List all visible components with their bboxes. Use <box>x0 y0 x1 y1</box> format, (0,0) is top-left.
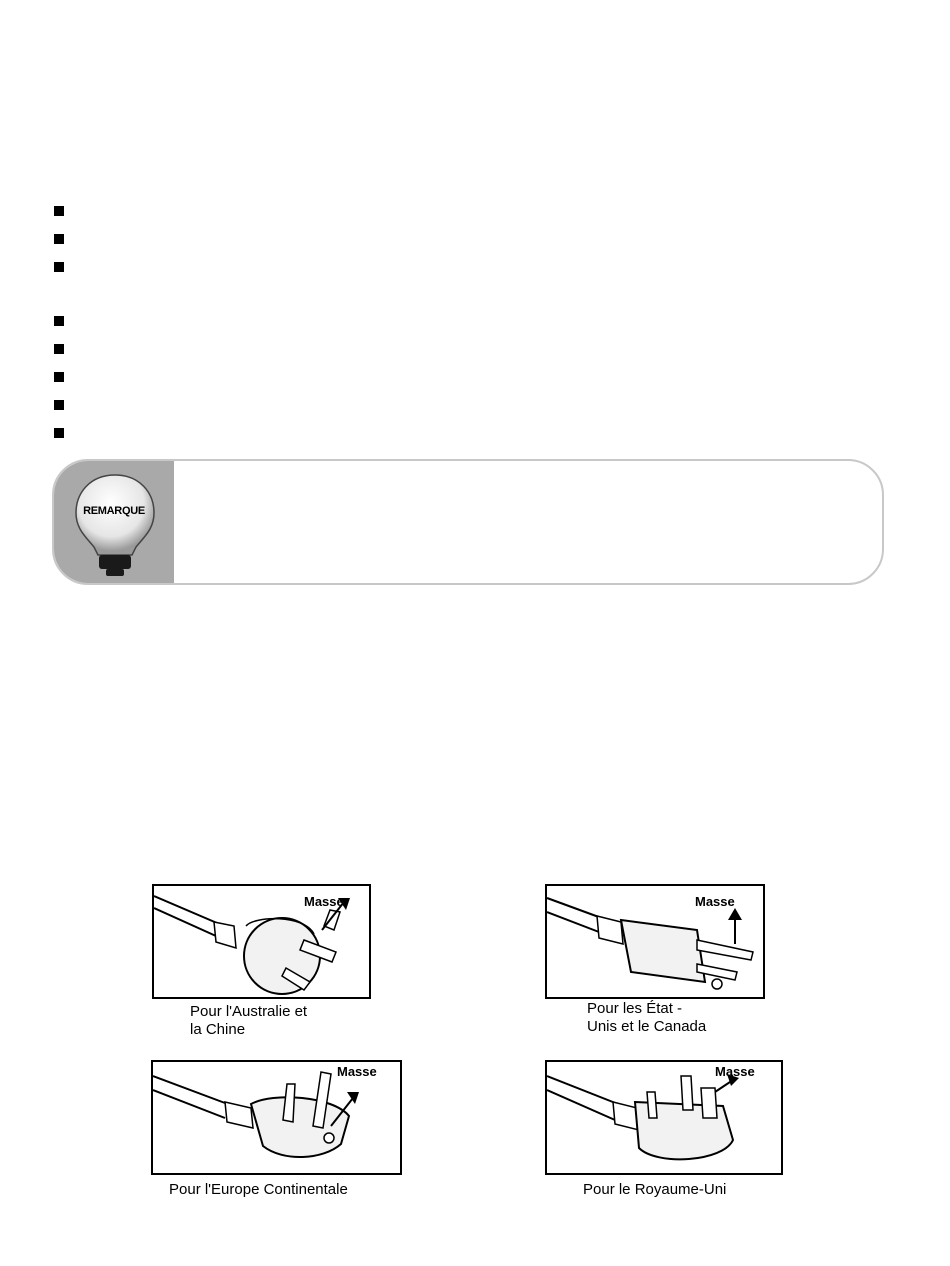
plug-caption-uk: Pour le Royaume-Uni <box>583 1181 727 1198</box>
plug-caption-usa-line1: Pour les État - <box>587 1000 683 1017</box>
ground-label: Masse <box>304 894 344 909</box>
list-bullet <box>54 234 64 244</box>
list-bullet <box>54 372 64 382</box>
ground-label: Masse <box>695 894 735 909</box>
plug-figure-europe <box>151 1060 402 1175</box>
list-bullet <box>54 344 64 354</box>
note-box <box>52 459 884 585</box>
plug-caption-usa-line2: Unis et le Canada <box>587 1018 707 1035</box>
ground-label: Masse <box>337 1064 377 1079</box>
plug-figure-usa-canada <box>545 884 765 999</box>
plug-caption-australia-line1: Pour l'Australie et <box>190 1003 308 1020</box>
plug-caption-australia-line2: la Chine <box>190 1021 246 1038</box>
list-bullet <box>54 428 64 438</box>
ground-label: Masse <box>715 1064 755 1079</box>
lightbulb-icon <box>70 471 160 579</box>
list-bullet <box>54 316 64 326</box>
plug-caption-europe: Pour l'Europe Continentale <box>169 1181 348 1198</box>
note-side-panel <box>54 461 174 583</box>
note-label: REMARQUE <box>83 505 145 517</box>
plug-figure-uk <box>545 1060 783 1175</box>
plug-figure-australia <box>152 884 371 999</box>
list-bullet <box>54 400 64 410</box>
list-bullet <box>54 206 64 216</box>
list-bullet <box>54 262 64 272</box>
